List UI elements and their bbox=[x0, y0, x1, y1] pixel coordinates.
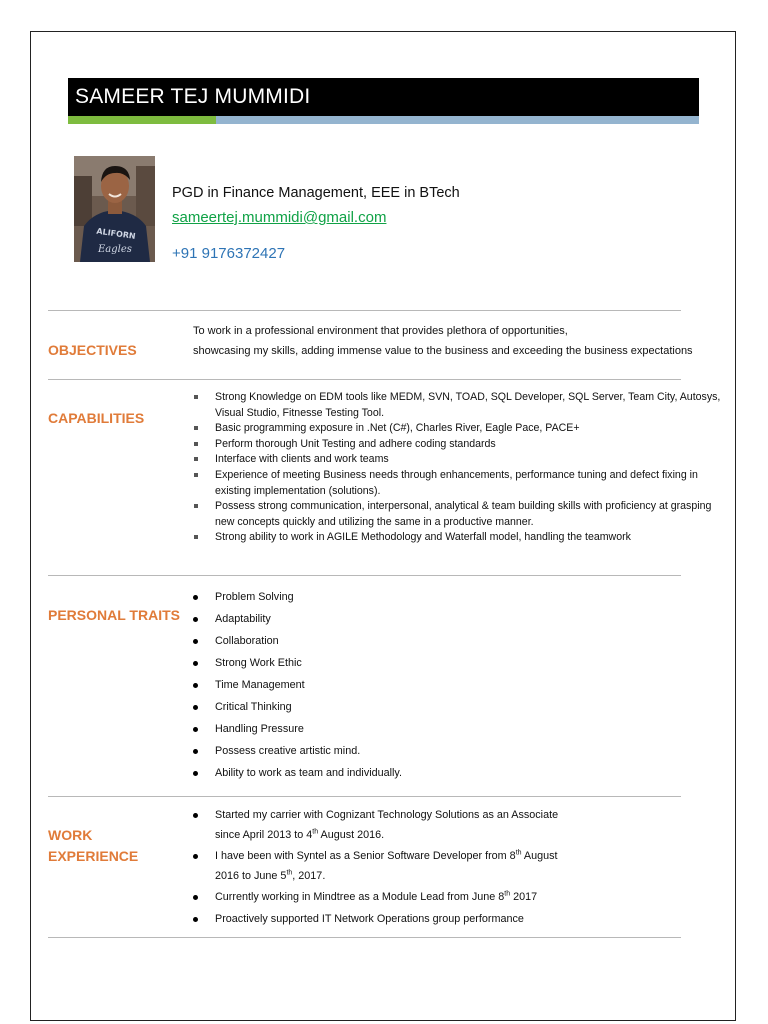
work-experience-heading bbox=[48, 825, 138, 867]
section-divider bbox=[48, 937, 681, 938]
square-bullet-icon bbox=[194, 504, 198, 508]
trait-item: Collaboration bbox=[188, 630, 402, 652]
objectives-line-1: To work in a professional environment that provides plethora of opportunities, bbox=[193, 325, 568, 337]
work-experience-heading-line-2: EXPERIENCE bbox=[48, 848, 139, 864]
capability-item: Perform thorough Unit Testing and adhere coding standards bbox=[188, 437, 733, 453]
capability-item: Interface with clients and work teams bbox=[188, 452, 733, 468]
capability-item: Basic programming exposure in .Net (C#), Charles River, Eagle Pace, PACE+ bbox=[188, 421, 733, 437]
bullet-icon bbox=[193, 683, 198, 688]
square-bullet-icon bbox=[194, 395, 198, 399]
bullet-icon bbox=[193, 917, 198, 922]
bullet-icon bbox=[193, 705, 198, 710]
section-divider bbox=[48, 379, 681, 380]
work-item: Currently working in Mindtree as a Module Lead from June 8th 2017 bbox=[188, 888, 558, 908]
square-bullet-icon bbox=[194, 473, 198, 477]
accent-bar-blue bbox=[216, 116, 699, 124]
capability-item: Strong ability to work in AGILE Methodology and Waterfall model, handling the teamwork bbox=[188, 530, 733, 546]
bullet-icon bbox=[193, 595, 198, 600]
capabilities-heading: CAPABILITIES bbox=[48, 410, 145, 426]
section-divider bbox=[48, 796, 681, 797]
trait-item: Ability to work as team and individually. bbox=[188, 762, 402, 784]
trait-item: Time Management bbox=[188, 674, 402, 696]
trait-item: Problem Solving bbox=[188, 586, 402, 608]
bullet-icon bbox=[193, 617, 198, 622]
work-experience-heading-line-1: WORK bbox=[48, 827, 93, 843]
name-header: SAMEER TEJ MUMMIDI bbox=[68, 78, 699, 116]
personal-traits-list bbox=[188, 586, 402, 784]
bullet-icon bbox=[193, 771, 198, 776]
square-bullet-icon bbox=[194, 457, 198, 461]
trait-item: Possess creative artistic mind. bbox=[188, 740, 402, 762]
square-bullet-icon bbox=[194, 535, 198, 539]
objectives-line-2: showcasing my skills, adding immense value to the business and exceeding the business expectations bbox=[193, 344, 693, 357]
work-experience-list bbox=[188, 806, 558, 931]
trait-item: Handling Pressure bbox=[188, 718, 402, 740]
personal-traits-heading: PERSONAL TRAITS bbox=[48, 607, 180, 623]
section-divider bbox=[48, 575, 681, 576]
square-bullet-icon bbox=[194, 426, 198, 430]
trait-item: Critical Thinking bbox=[188, 696, 402, 718]
bullet-icon bbox=[193, 895, 198, 900]
bullet-icon bbox=[193, 813, 198, 818]
work-item: I have been with Syntel as a Senior Software Developer from 8th August 2016 to June 5th, 2017. bbox=[188, 847, 558, 886]
capability-item: Possess strong communication, interpersonal, analytical & team building skills with proficiency at grasping new concepts quickly and utilizing the same in a productive manner. bbox=[188, 499, 733, 530]
work-item: Proactively supported IT Network Operations group performance bbox=[188, 910, 558, 930]
work-item: Started my carrier with Cognizant Technology Solutions as an Associate since April 2013 to 4th August 2016. bbox=[188, 806, 558, 845]
bullet-icon bbox=[193, 749, 198, 754]
profile-photo bbox=[74, 156, 155, 262]
email-link[interactable]: sameertej.mummidi@gmail.com bbox=[172, 209, 387, 226]
section-divider bbox=[48, 310, 681, 311]
bullet-icon bbox=[193, 727, 198, 732]
capability-item: Experience of meeting Business needs through enhancements, performance tuning and defect fixing in existing implementation (solutions). bbox=[188, 468, 733, 499]
headline-qualifications: PGD in Finance Management, EEE in BTech bbox=[172, 185, 460, 201]
capabilities-list bbox=[188, 390, 733, 546]
objectives-heading: OBJECTIVES bbox=[48, 342, 137, 358]
capability-item: Strong Knowledge on EDM tools like MEDM, SVN, TOAD, SQL Developer, SQL Server, Team City, Autosys, Visual Studio, Fitnesse Testing Tool. bbox=[188, 390, 733, 421]
trait-item: Adaptability bbox=[188, 608, 402, 630]
square-bullet-icon bbox=[194, 442, 198, 446]
bullet-icon bbox=[193, 854, 198, 859]
trait-item: Strong Work Ethic bbox=[188, 652, 402, 674]
objectives-text bbox=[193, 322, 693, 361]
shirt-print-text: ALIFORN bbox=[95, 226, 137, 241]
bullet-icon bbox=[193, 639, 198, 644]
phone-number: +91 9176372427 bbox=[172, 245, 286, 262]
accent-bar-green bbox=[68, 116, 216, 124]
shirt-print-text-2: Eagles bbox=[98, 244, 132, 255]
bullet-icon bbox=[193, 661, 198, 666]
